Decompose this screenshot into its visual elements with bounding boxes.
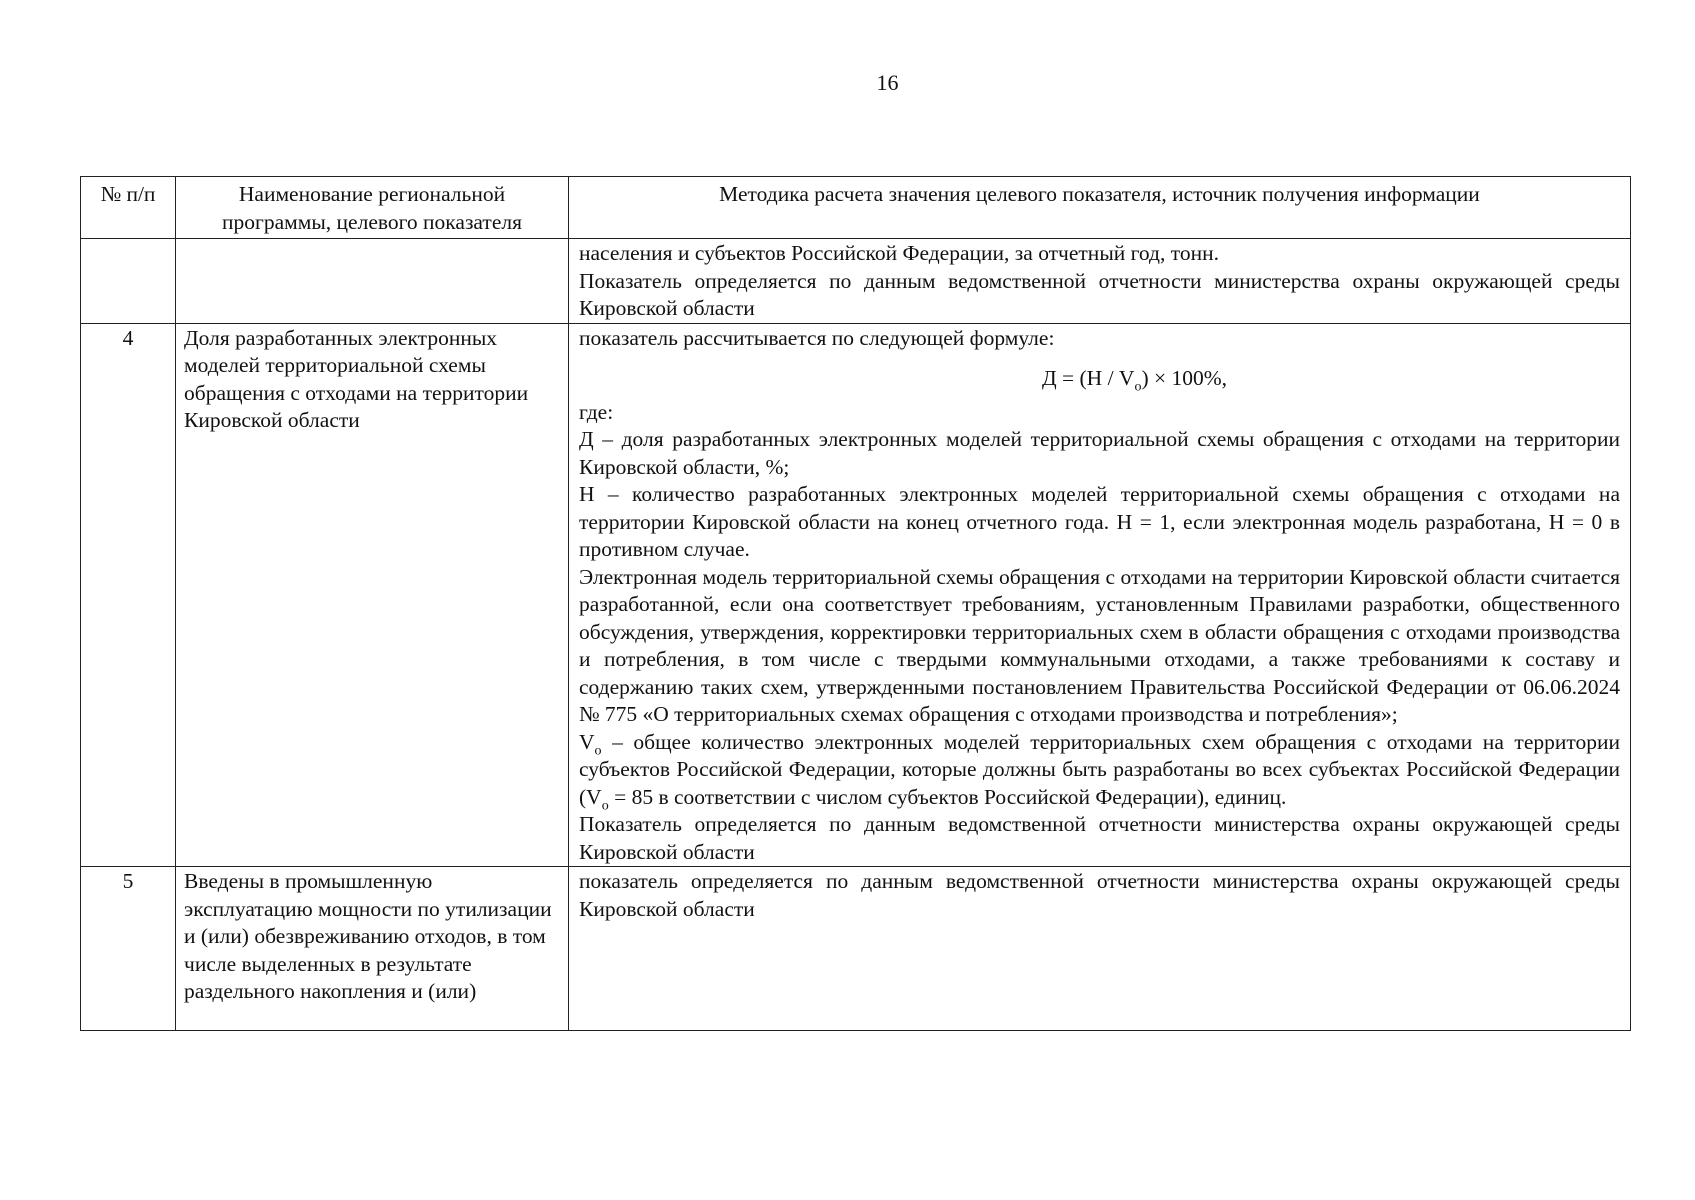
definition-d: Д – доля разработанных электронных моделей территориальной схемы обращения с отходами на территории Кировской области, %;	[579, 427, 1620, 479]
row-number	[81, 239, 176, 324]
formula-subscript: о	[1134, 379, 1142, 395]
definition-v: $V_о$ – общее количество электронных моделей территориальных схем обращения с отходами на территории субъектов Российской Федерации, которые должны быть разработаны во всех субъектах Российской Федерации ($V_о = 85$ в соответствии с числом субъектов Российской Федерации), единиц.	[579, 729, 1620, 813]
table-row	[81, 323, 1631, 867]
definition-h: Н – количество разработанных электронных моделей территориальной схемы обращения с отходами на территории Кировской области на конец отчетного года. Н = 1, если электронная модель разработана, Н = 0 в противном случае.	[579, 482, 1620, 561]
methodology-paragraph: населения и субъектов Российской Федерации, за отчетный год, тонн.	[579, 241, 1219, 265]
methodology-intro: показатель рассчитывается по следующей формуле:	[579, 325, 1055, 350]
header-methodology: Методика расчета значения целевого показателя, источник получения информации	[569, 177, 1631, 239]
definition-model: Электронная модель территориальной схемы обращения с отходами на территории Кировской области считается разработанной, если она соответствует требованиям, установленным Правилами разработки, общественного обсуждения, утверждения, корректировки территориальных схем в области обращения с отходами производства и потребления, в том числе с твердыми коммунальными отходами, а также требованиями к составу и содержанию таких схем, утвержденными постановлением Правительства Российской Федерации от 06.06.2024 № 775 «О территориальных схемах обращения с отходами производства и потребления»;	[579, 564, 1620, 726]
methodology-source: Показатель определяется по данным ведомственной отчетности министерства охраны окружающей среды Кировской области	[579, 268, 1620, 320]
row-indicator-name: Введены в промышленную эксплуатацию мощности по утилизации и (или) обезвреживанию отходов, в том числе выделенных в результате раздельного накопления и (или)	[176, 867, 569, 1031]
table-header-row	[81, 177, 1631, 239]
formula-where: где:	[579, 399, 614, 424]
row-indicator-name: Доля разработанных электронных моделей территориальной схемы обращения с отходами на территории Кировской области	[176, 323, 569, 867]
row-methodology	[569, 239, 1631, 324]
header-number: № п/п	[81, 177, 176, 239]
formula	[579, 365, 1620, 393]
table-row	[81, 867, 1631, 1031]
row-methodology	[569, 323, 1631, 867]
methodology-source: Показатель определяется по данным ведомственной отчетности министерства охраны окружающей среды Кировской области	[579, 812, 1620, 864]
page-number: 16	[876, 70, 899, 95]
row-methodology	[569, 867, 1631, 1031]
row-number: 4	[81, 323, 176, 867]
table-row	[81, 239, 1631, 324]
formula-left: Д = (Н / V	[1041, 366, 1135, 390]
row-indicator-name	[176, 239, 569, 324]
indicator-methodology-table	[80, 176, 1631, 1031]
row-number: 5	[81, 867, 176, 1031]
formula-right: ) × 100%,	[1141, 366, 1228, 390]
methodology-source: показатель определяется по данным ведомственной отчетности министерства охраны окружающей среды Кировской области	[579, 869, 1620, 921]
header-program-name: Наименование региональной программы, целевого показателя	[176, 177, 569, 239]
